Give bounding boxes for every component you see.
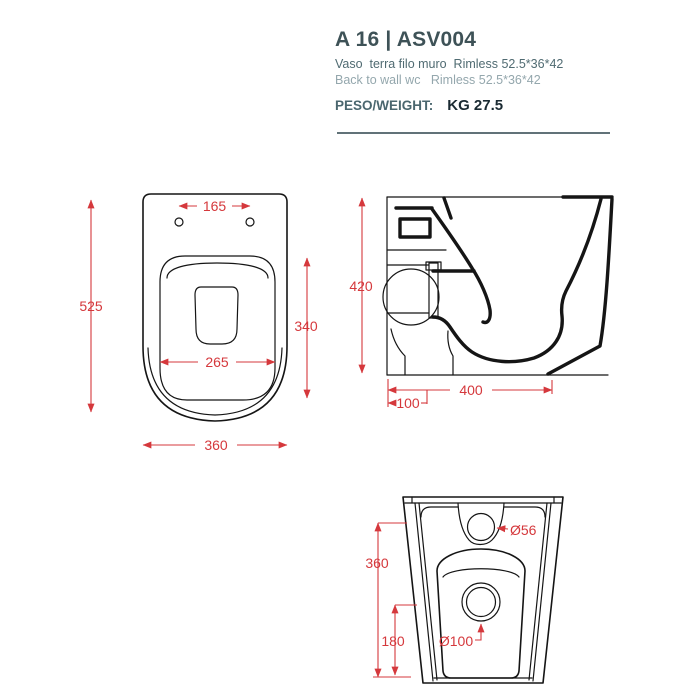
outlet-hole-inner: [467, 588, 496, 617]
product-code: A 16 | ASV004: [335, 28, 477, 51]
outlet-hole-outer: [462, 583, 500, 621]
hinge-hole-right: [246, 218, 254, 226]
dim-height-label: 420: [349, 278, 373, 294]
outlet-pipe-outline: [391, 329, 453, 375]
dim-hole-spacing-label: 165: [202, 198, 227, 214]
rear-outer-outline: [403, 497, 563, 683]
rear-bowl-inner-arc: [443, 569, 519, 577]
dim-outlet-diameter-label: Ø100: [438, 633, 474, 649]
rear-left-wall-lines: [415, 503, 437, 681]
dim-outlet-center-height: [381, 605, 417, 675]
dim-outlet-setback: [388, 390, 427, 411]
dim-rear-height: [365, 523, 411, 677]
dim-height: [349, 198, 373, 373]
rear-view-drawing: [365, 497, 563, 683]
dim-seat-opening-width: [160, 354, 275, 370]
dim-hole-spacing: [179, 198, 250, 214]
inlet-pocket: [458, 503, 504, 545]
pan-outer-outline: [143, 194, 287, 421]
weight-label: PESO/WEIGHT:: [335, 98, 434, 113]
inlet-hole: [468, 514, 495, 541]
description-english: Back to wall wc Rimless 52.5*36*42: [335, 73, 541, 87]
fixing-bracket-lines: [387, 250, 446, 313]
dim-overall-width: [143, 437, 287, 453]
rear-top-ticks: [412, 497, 554, 503]
rim-slot: [444, 198, 451, 218]
dim-overall-length: [79, 200, 103, 412]
dim-inlet-diameter: [497, 522, 537, 538]
dim-overall-width-label: 360: [204, 437, 228, 453]
outlet-side-projection: [383, 269, 439, 325]
dim-overall-length-label: 525: [79, 298, 103, 314]
front-face-profile: [548, 199, 612, 374]
dim-outlet-diameter: [439, 624, 481, 649]
dim-rear-height-label: 360: [365, 555, 389, 571]
weight-value: KG 27.5: [447, 97, 504, 114]
side-view-drawing: [349, 197, 612, 411]
dim-seat-opening-length-label: 340: [294, 318, 318, 334]
description-italian: Vaso terra filo muro Rimless 52.5*36*42: [335, 57, 564, 71]
dim-outlet-center-height-label: 180: [381, 633, 405, 649]
seat-opening-outline: [160, 256, 275, 400]
inlet-spigot: [400, 219, 430, 237]
dim-depth-label: 400: [459, 382, 483, 398]
seat-front-arc: [167, 263, 268, 278]
bowl-trap-profile: [433, 199, 601, 362]
dim-inlet-diameter-label: Ø56: [510, 522, 537, 538]
top-view-drawing: [79, 194, 318, 453]
hinge-hole-left: [175, 218, 183, 226]
bowl-opening-outline: [195, 287, 238, 344]
dim-outlet-setback-label: 100: [396, 395, 420, 411]
dim-seat-opening-width-label: 265: [205, 354, 229, 370]
dim-seat-opening-length: [294, 258, 318, 398]
